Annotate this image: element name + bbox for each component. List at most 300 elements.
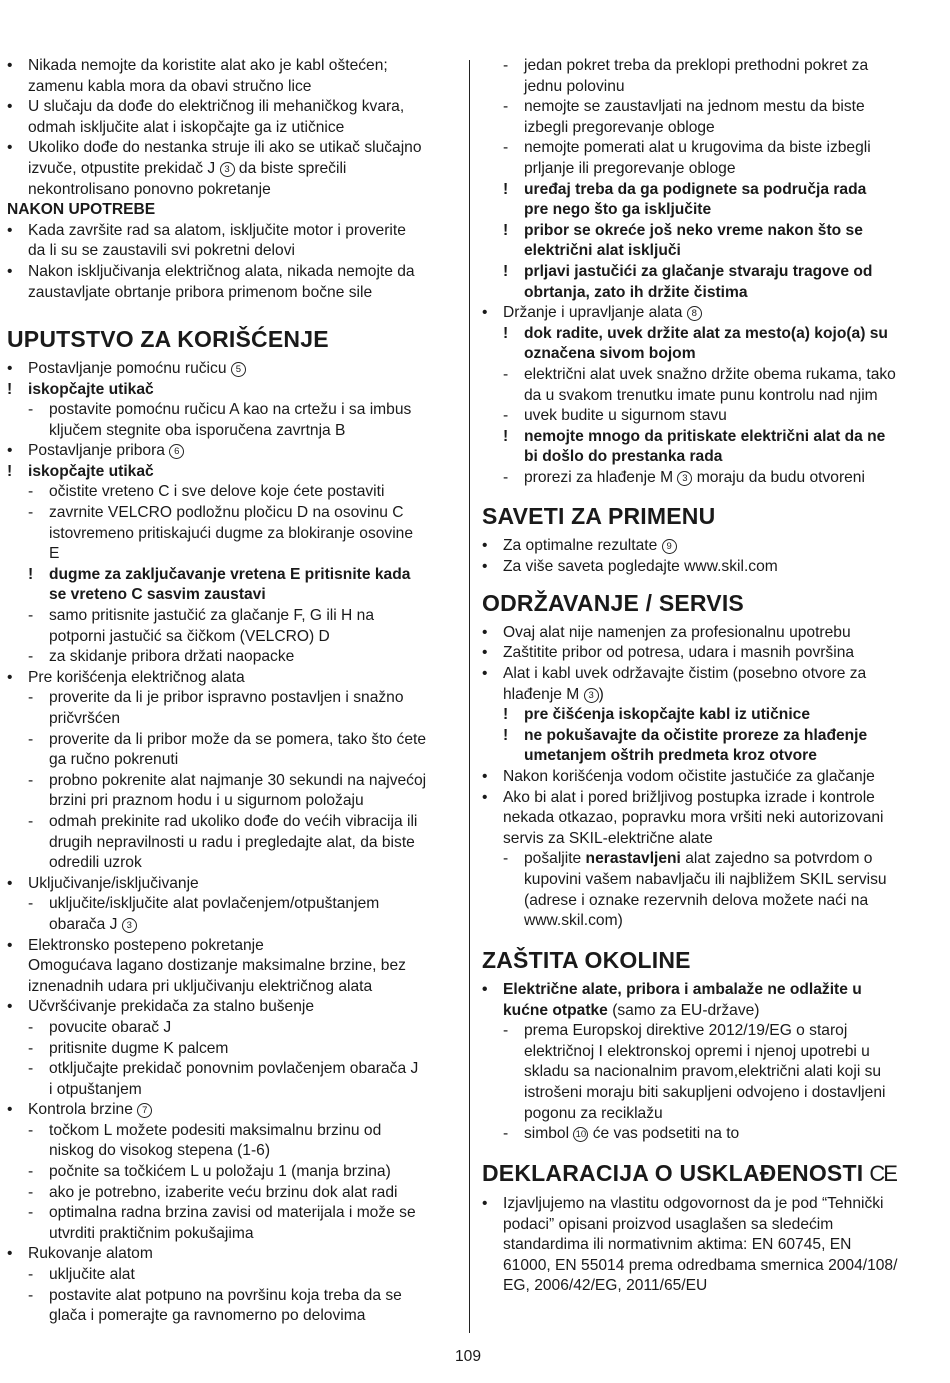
text-line [482,1104,934,1125]
text-line [7,791,457,812]
line-text: da u svakom trenutku imate punu kontrolu nad njim [524,386,878,404]
line-text: istrošeni moraju biti sakupljeni odvojeno i dostavljeni [524,1084,886,1102]
list-item [482,788,934,809]
heading-text: UPUTSTVO ZA KORIŠĆENJE [7,325,329,352]
text-line [7,283,457,304]
heading-text: ZAŠTITA OKOLINE [482,947,691,974]
line-text: Postavljanje pomoćnu ručicu [28,359,227,377]
bullet-marker: • [7,139,13,157]
figure-reference-badge: 3 [584,688,599,703]
list-item [7,1018,457,1039]
list-item [7,380,457,401]
list-item [7,647,457,668]
line-text: se vreteno C sasvim zaustavi [49,586,266,604]
list-item [482,1021,934,1042]
line-text: Ukoliko dođe do nestanka struje ili ako se utikač slučajno [28,139,422,157]
bullet-marker: • [7,1101,13,1119]
line-text: pritisnite dugme K palcem [49,1039,229,1057]
line-text: postavite pomoćnu ručicu A kao na crtežu i sa imbus [49,401,412,419]
list-item [7,565,457,586]
list-item [7,1162,457,1183]
list-item [7,262,457,283]
bold-text: nerastavljeni [585,850,681,868]
line-text: Kontrola brzine [28,1101,133,1119]
bullet-marker: • [7,442,13,460]
text-line [7,833,457,854]
line-text: 61000, EN 55014 prema odredbama smernica 2004/108/ [503,1256,898,1274]
dash-marker: - [28,1060,34,1078]
bullet-marker: • [482,981,488,999]
heading-text: ODRŽAVANJE / SERVIS [482,589,744,616]
dash-marker: - [28,1286,34,1304]
line-text: prema Europskoj direktive 2012/19/EG o staroj [524,1022,848,1040]
list-item [482,427,934,448]
text-line [7,709,457,730]
list-item [7,138,457,159]
text-line [482,808,934,829]
line-text: zamenu kabla mora da obavi stručno lice [28,77,312,95]
line-text: odredili uzrok [49,854,142,872]
line-text-continued: alat zajedno sa potvrdom o [680,850,873,868]
bullet-marker: • [482,644,488,662]
list-item [482,849,934,870]
line-text: da li su se zaustavili svi pokretni delovi [28,242,295,260]
text-line [482,746,934,767]
dash-marker: - [28,1204,34,1222]
line-text: ne pokušavajte da očistite proreze za hlađenje [524,726,868,744]
text-line [7,524,457,545]
list-item [7,1286,457,1307]
list-item [482,303,934,324]
line-text: uključite/isključite alat povlačenjem/otpuštanjem [49,895,380,913]
dash-marker: - [28,504,34,522]
line-text: označena sivom bojom [524,345,696,363]
line-text-continued: ) [598,685,604,703]
figure-reference-badge: 6 [169,444,184,459]
right-column [482,56,934,1297]
bullet-marker: • [482,1195,488,1213]
list-item [7,482,457,503]
dash-marker: - [503,407,509,425]
text-line [482,1215,934,1236]
line-text: jedan pokret treba da preklopi prethodni pokret za [524,57,869,74]
list-item [482,324,934,345]
list-item [7,56,457,77]
list-item [482,980,934,1001]
text-line [7,544,457,565]
list-item [482,1194,934,1215]
section-heading [482,503,934,529]
line-text: nemojte se zaustavljati na jednom mestu da biste [524,98,865,116]
line-text: pošaljite [524,850,586,868]
line-text: prljavi jastučići za glačanje stvaraju tragove od [524,262,873,280]
dash-marker: - [28,1039,34,1057]
bullet-marker: • [482,768,488,785]
figure-reference-badge: 5 [231,362,246,377]
line-text: umetanjem oštrih predmeta kroz otvore [524,747,817,765]
line-text: glača i pomerajte ga ravnomerno po delovima [49,1307,366,1325]
list-item [482,97,934,118]
line-text: odmah prekinite rad ukoliko dođe do većih vibracija ili [49,812,418,830]
text-line [482,447,934,468]
line-text: Nakon isključivanja električnog alata, nikada nemojte da [28,262,415,280]
dash-marker: - [28,1183,34,1201]
list-item [7,359,457,380]
dash-marker: - [28,401,34,419]
list-item [7,997,457,1018]
line-text: Uključivanje/isključivanje [28,874,199,892]
line-text: pogonu za reciklažu [524,1104,663,1122]
list-item [7,1121,457,1142]
warning-marker: ! [503,180,509,198]
list-item [482,623,934,644]
line-text: pribor se okreće još neko vreme nakon što se [524,221,863,239]
line-text: EG, 2006/42/EG, 2011/65/EU [503,1277,708,1295]
list-item [7,874,457,895]
line-text: Rukovanje alatom [28,1245,153,1263]
line-text: Za optimalne rezultate [503,537,658,555]
text-line [7,1080,457,1101]
bullet-marker: • [7,98,13,116]
dash-marker: - [28,1018,34,1036]
text-line [482,685,934,706]
line-text: prljanje ili pregorevanje obloge [524,159,736,177]
text-line [482,1235,934,1256]
line-text: Ako bi alat i pored brižljivog postupka izrade i kontrole [503,788,875,806]
line-text: Zaštitite pribor od potresa, udara i masnih površina [503,644,855,662]
text-line [482,891,934,912]
list-item [482,221,934,242]
dash-marker: - [503,850,509,868]
text-line [7,1224,457,1245]
text-line [7,77,457,98]
dash-marker: - [503,57,509,74]
text-line [482,344,934,365]
list-item [482,138,934,159]
line-text: utvrditi praktičnim pokušajima [49,1224,254,1242]
dash-marker: - [503,1022,509,1040]
list-item [482,557,934,578]
line-text: Držanje i upravljanje alata [503,304,683,322]
line-text: Nakon korišćenja vodom očistite jastučiće za glačanje [503,768,875,785]
line-text-continued: će vas podsetiti na to [588,1125,740,1143]
text-line [482,1083,934,1104]
line-text: Nikada nemojte da koristite alat ako je kabl oštećen; [28,57,388,74]
text-line [7,627,457,648]
line-text: za skidanje pribora držati naopacke [49,648,295,666]
bold-text: kućne otpatke [503,1001,608,1019]
warning-marker: ! [503,706,509,724]
text-line [482,1001,934,1022]
dash-marker: - [28,730,34,748]
bullet-marker: • [482,557,488,575]
line-text: električnoj I elektronskoj opremi i njenoj upotrebi u [524,1042,870,1060]
line-text: Električne alate, pribora i ambalaže ne odlažite u [503,981,862,999]
dash-marker: - [28,1163,34,1181]
line-text: istovremeno pritiskajući dugme za blokiranje osovine [49,524,414,542]
line-text: niskog do visokog stepena (1-6) [49,1142,271,1160]
line-text: nekontrolisano ponovno pokretanje [28,180,271,198]
bullet-marker: • [7,221,13,239]
text-line [7,180,457,201]
list-item [7,1265,457,1286]
heading-text: DEKLARACIJA O USKLAĐENOSTI [482,1160,864,1187]
warning-marker: ! [503,726,509,744]
dash-marker: - [28,648,34,666]
line-text: iskopčajte utikač [28,380,154,398]
warning-marker: ! [503,262,509,280]
line-text: servis za SKIL-električne alate [503,829,713,847]
bullet-marker: • [482,623,488,641]
line-text: pre nego što ga isključite [524,201,712,219]
line-text: prorezi za hlađenje M [524,468,674,486]
line-text: Izjavljujemo na vlastitu odgovornost da je pod “Tehnički [503,1195,884,1213]
line-text: Kada završite rad sa alatom, isključite motor i proverite [28,221,406,239]
bullet-marker: • [7,1245,13,1263]
text-line [7,750,457,771]
dash-marker: - [28,1266,34,1284]
bullet-marker: • [7,359,13,377]
list-item [482,767,934,788]
line-text: proverite da li je pribor ispravno postavljen i snažno [49,689,404,707]
bullet-marker: • [482,665,488,683]
line-text: uključite alat [49,1266,135,1284]
bullet-marker: • [7,262,13,280]
text-line [482,118,934,139]
text-line [7,241,457,262]
list-item [7,1100,457,1121]
text-line [482,77,934,98]
list-item [7,462,457,483]
ce-mark-icon: CE [869,1161,896,1187]
line-text: dugme za zaključavanje vretena E pritisnite kada [49,565,411,583]
line-text: podaci” opisani proizvod usaglašen sa sledećim [503,1215,834,1233]
text-line [7,915,457,936]
line-text: električni alat isključi [524,242,681,260]
dash-marker: - [28,895,34,913]
section-heading [482,947,934,973]
text-line [7,118,457,139]
line-text: uvek budite u sigurnom stavu [524,407,727,425]
list-item [7,1059,457,1080]
text-line [482,1042,934,1063]
list-item [7,730,457,751]
text-line [7,853,457,874]
line-text: bi došlo do prestanka rada [524,448,723,466]
list-item [7,97,457,118]
bullet-marker: • [7,998,13,1016]
warning-marker: ! [28,565,34,583]
line-text-continued: da biste sprečili [234,159,347,177]
figure-reference-badge: 3 [220,162,235,177]
list-item [7,1039,457,1060]
text-line [482,1276,934,1297]
line-text: pričvršćen [49,710,121,728]
list-item [7,668,457,689]
dash-marker: - [28,607,34,625]
list-item [482,406,934,427]
line-text: obrtanja, zato ih držite čistima [524,283,748,301]
text-line [482,386,934,407]
line-text: nekada otkazao, popravku mora vršiti neki autorizovani [503,809,884,827]
text-line [7,585,457,606]
dash-marker: - [503,139,509,157]
line-text: skladu sa nacionalnim pravom,električni alati koji su [524,1063,882,1081]
text-line [7,200,457,221]
line-text: otključajte prekidač ponovnim povlačenjem obarača J [49,1060,419,1078]
line-text: probno pokrenite alat najmanje 30 sekundi na najvećoj [49,771,427,789]
text-line [482,829,934,850]
list-item [482,726,934,747]
line-text: simbol [524,1125,570,1143]
list-item [7,936,457,957]
line-text: i otpuštanjem [49,1080,142,1098]
section-heading [482,1160,934,1187]
text-line [7,977,457,998]
line-text: U slučaju da dođe do električnog ili mehaničkog kvara, [28,98,405,116]
line-text: hlađenje M [503,685,580,703]
text-line [7,1306,457,1327]
line-text: NAKON UPOTREBE [7,201,156,219]
line-text: brzini pri praznom hodu i u sigurnom položaju [49,792,364,810]
line-text: iskopčajte utikač [28,462,154,480]
line-text: dok radite, uvek držite alat za mesto(a) kojo(a) su [524,324,888,342]
line-text: E [49,545,60,563]
text-line [482,911,934,932]
text-line [482,1062,934,1083]
line-text: ako je potrebno, izaberite veću brzinu dok alat radi [49,1183,398,1201]
list-item [7,441,457,462]
warning-marker: ! [503,324,509,342]
line-text: Alat i kabl uvek održavajte čistim (posebno otvore za [503,665,867,683]
bullet-marker: • [7,874,13,892]
line-text: drugih nepravilnosti u radu i pregledajte alat, da biste [49,833,415,851]
text-line [7,956,457,977]
line-text: Učvršćivanje prekidača za stalno bušenje [28,998,315,1016]
list-item [7,221,457,242]
dash-marker: - [28,771,34,789]
list-item [7,688,457,709]
bullet-marker: • [7,668,13,686]
line-text: Postavljanje pribora [28,442,165,460]
warning-marker: ! [7,380,13,398]
line-text: Ovaj alat nije namenjen za profesionalnu upotrebu [503,623,851,641]
column-divider [469,60,470,1333]
bullet-marker: • [7,936,13,954]
left-column [7,56,457,1327]
line-text: izvuče, otpustite prekidač J [28,159,216,177]
line-text: počnite sa točkićem L u položaju 1 (manja brzina) [49,1163,391,1181]
figure-reference-badge: 9 [662,539,677,554]
list-item [482,56,934,77]
list-item [482,365,934,386]
figure-reference-badge: 7 [137,1103,152,1118]
text-line [482,870,934,891]
dash-marker: - [28,483,34,501]
line-text: Pre korišćenja električnog alata [28,668,245,686]
line-text: Omogućava lagano dostizanje maksimalne brzine, bez [28,957,406,975]
line-text: postavite alat potpuno na površinu koja treba da se [49,1286,402,1304]
line-text: zavrnite VELCRO podložnu pločicu D na osovinu C [49,504,404,522]
bullet-marker: • [7,57,13,74]
line-text: www.skil.com) [524,912,623,930]
list-item [482,664,934,685]
line-text: povucite obarač J [49,1018,172,1036]
dash-marker: - [28,1121,34,1139]
text-line [482,1256,934,1277]
line-text: Elektronsko postepeno pokretanje [28,936,264,954]
list-item [7,894,457,915]
dash-marker: - [28,812,34,830]
line-text: nemojte mnogo da pritiskate električni alat da ne [524,427,886,445]
bullet-marker: • [482,788,488,806]
text-line [482,241,934,262]
list-item [482,536,934,557]
line-text: odmah isključite alat i iskopčajte ga iz utičnice [28,118,345,136]
section-heading [7,326,457,352]
line-text: pre čišćenja iskopčajte kabl iz utičnice [524,706,811,724]
line-text: ključem stegnite oba isporučena zavrtnja B [49,421,346,439]
line-text: nemojte pomerati alat u krugovima da biste izbegli [524,139,871,157]
text-line [7,159,457,180]
text-line [7,421,457,442]
list-item [7,812,457,833]
line-text: potporni jastučić sa čičkom (VELCRO) D [49,627,330,645]
line-text: točkom L možete podesiti maksimalnu brzinu od [49,1121,382,1139]
section-heading [482,590,934,616]
heading-text: SAVETI ZA PRIMENU [482,503,716,530]
line-text: jednu polovinu [524,77,625,95]
text-line [7,1141,457,1162]
page-number: 109 [454,1348,482,1365]
line-text: (adrese i oznake rezervnih delova možete naći na [524,891,869,909]
list-item [482,643,934,664]
warning-marker: ! [503,427,509,445]
bullet-marker: • [482,304,488,322]
line-text: Za više saveta pogledajte www.skil.com [503,557,778,575]
list-item [7,606,457,627]
text-line [482,283,934,304]
list-item [482,262,934,283]
figure-reference-badge: 3 [122,918,137,933]
line-text: ga ručno pokrenuti [49,751,179,769]
line-text: obarača J [49,915,118,933]
list-item [7,400,457,421]
line-text: optimalna radna brzina zavisi od materijala i može se [49,1204,416,1222]
list-item [7,1244,457,1265]
line-text-continued: moraju da budu otvoreni [692,468,865,486]
dash-marker: - [503,98,509,116]
line-text: samo pritisnite jastučić za glačanje F, G ili H na [49,607,375,625]
dash-marker: - [503,1125,509,1143]
list-item [482,705,934,726]
figure-reference-badge: 3 [677,471,692,486]
line-text: izbegli pregorevanje obloge [524,118,715,136]
text-line [482,200,934,221]
dash-marker: - [28,689,34,707]
line-text-continued: (samo za EU-države) [607,1001,760,1019]
list-item [7,1203,457,1224]
bullet-marker: • [482,537,488,555]
warning-marker: ! [7,462,13,480]
dash-marker: - [503,468,509,486]
line-text: iznenadnih udara pri uključivanju električnog alata [28,977,373,995]
list-item [482,468,934,489]
list-item [7,503,457,524]
line-text: uređaj treba da ga podignete sa područja rada [524,180,867,198]
line-text: proverite da li pribor može da se pomera, tako što ćete [49,730,427,748]
line-text: električni alat uvek snažno držite obema rukama, tako [524,365,896,383]
